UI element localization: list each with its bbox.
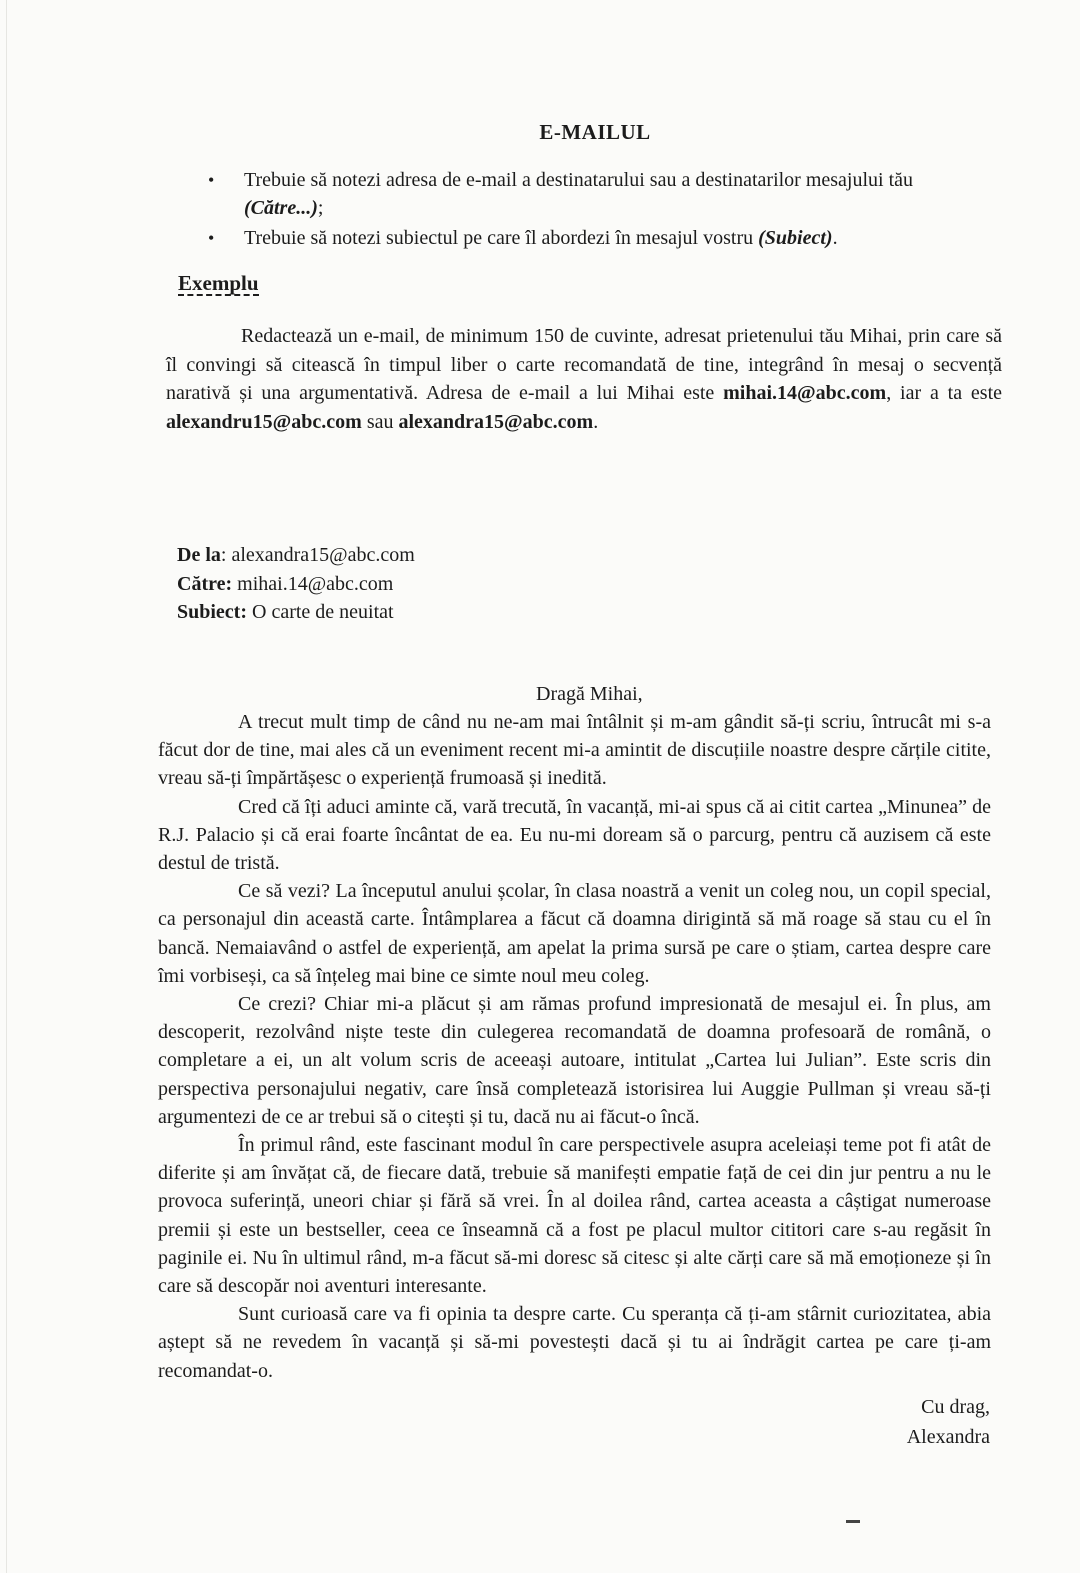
task-text: Redactează un e-mail, de minimum 150 de cuvinte, adresat prietenului tău Mihai, prin care să îl convingi să citească în timpul liber o carte recomandată de tine, integrând în mesaj o secvență narativă și una argumentativă. Adresa de e-mail a lui Mihai este bbox=[166, 325, 1002, 404]
signature-name: Alexandra bbox=[906, 1426, 990, 1448]
rule-text: Trebuie să notezi adresa de e-mail a destinatarului sau a destinatarilor mesajului tău bbox=[244, 169, 914, 191]
from-label: De la bbox=[177, 544, 221, 566]
email-greeting: Dragă Mihai, bbox=[536, 683, 643, 705]
email-body bbox=[158, 708, 991, 1385]
subject-line bbox=[177, 598, 415, 627]
body-paragraph: A trecut mult timp de când nu ne-am mai întâlnit și m-am gândit să-ți scriu, întrucât mi s-a făcut dor de tine, mai ales că un eveniment recent mi-a amintit de discuțiile noastre despre cărțile citite, vreau să-ți împărtășesc o experiență frumoasă și inedită. bbox=[158, 711, 991, 790]
to-value: mihai.14@abc.com bbox=[232, 572, 394, 595]
rule-suffix: ; bbox=[317, 197, 324, 219]
body-paragraph: În primul rând, este fascinant modul în care perspectivele asupra aceleiași teme pot fi atât de diferite și am învățat că, de fiecare dată, trebuie să manifești empatie față de cei din jur pentru a nu le provoca suferință, uneori chiar și fără să vrei. În al doilea rând, cartea aceasta a câștigat numeroase premii și este un bestseller, ceea ce înseamnă că a fost pe placul multor cititori care s-au regăsit în paginile ei. Nu în ultimul rând, m-a făcut să-mi doresc să citesc și alte cărți care să mă emoționeze și în care să descopăr noi aventuri interesante. bbox=[158, 1134, 991, 1298]
email-header bbox=[177, 541, 415, 627]
task-text: , iar a ta este bbox=[886, 382, 1003, 404]
body-paragraph: Cred că îți aduci aminte că, vară trecută, în vacanță, mi-ai spus că ai citit cartea „Minunea” de R.J. Palacio și că erai foarte încântat de ea. Eu nu-mi doream să o parcurg, pentru că auzisem că este destul de tristă. bbox=[158, 795, 991, 875]
from-value: : alexandra15@abc.com bbox=[220, 544, 415, 566]
rule-text: Trebuie să notezi subiectul pe care îl abordezi în mesajul vostru bbox=[244, 227, 759, 249]
subject-label: Subiect: bbox=[177, 601, 247, 623]
task-text: sau bbox=[361, 410, 399, 433]
email-signature bbox=[907, 1392, 990, 1452]
body-paragraph: Ce să vezi? La începutul anului școlar, în clasa noastră a venit un coleg nou, un copil special, ca personajul din această carte. Întâmplarea a făcut că doamna dirigintă să mă roage să stau cu el în bancă. Nemaiavând o astfel de experiență, am apelat la prima sursă pe care o știam, cartea despre care îmi vorbiseși, ca să înțeleg mai bine ce simte noul meu coleg. bbox=[158, 880, 991, 987]
rules-list bbox=[206, 166, 996, 254]
body-paragraph: Sunt curioasă care va fi opinia ta despre carte. Cu speranța că ți-am stârnit curiozitatea, abia aștept să ne revedem în vacanță și să-mi povestești dacă și tu ai îndrăgit cartea pe care ți-am recomandat-o. bbox=[158, 1303, 991, 1382]
rule-item-subject bbox=[206, 224, 996, 252]
rule-emphasis: (Către...) bbox=[244, 197, 318, 219]
closing-text: Cu drag, bbox=[921, 1396, 990, 1418]
rule-item-recipient bbox=[206, 166, 996, 222]
rule-emphasis: (Subiect) bbox=[758, 227, 833, 249]
from-line bbox=[177, 541, 415, 570]
body-paragraph: Ce crezi? Chiar mi-a plăcut și am rămas profund impresionată de mesajul ei. În plus, am descoperit, rezolvând niște teste din culegerea recomandată de doamna profesoară de română, o completare a ei, un alt volum scris de aceeași autoare, intitulat „Cartea lui Julian”. Este scris din perspectiva personajului negativ, care însă completează istorisirea lui Auggie Pullman și vreau să-ți argumentezi de ce ar trebui să o citești și tu, dacă nu ai făcut-o încă. bbox=[158, 993, 991, 1128]
to-line bbox=[177, 570, 415, 599]
subject-value: O carte de neuitat bbox=[247, 601, 394, 623]
email-alexandru: alexandru15@abc.com bbox=[166, 410, 362, 433]
to-label: Către: bbox=[177, 572, 233, 595]
scan-margin-line bbox=[6, 0, 7, 1573]
page-title: E-MAILUL bbox=[539, 120, 651, 144]
rule-suffix: . bbox=[832, 227, 838, 249]
page-mark bbox=[846, 1520, 860, 1523]
example-heading: Exemplu bbox=[178, 271, 259, 295]
task-statement bbox=[166, 322, 1002, 436]
email-alexandra: alexandra15@abc.com bbox=[398, 410, 594, 433]
task-text: . bbox=[593, 410, 599, 433]
email-mihai: mihai.14@abc.com bbox=[723, 382, 887, 404]
